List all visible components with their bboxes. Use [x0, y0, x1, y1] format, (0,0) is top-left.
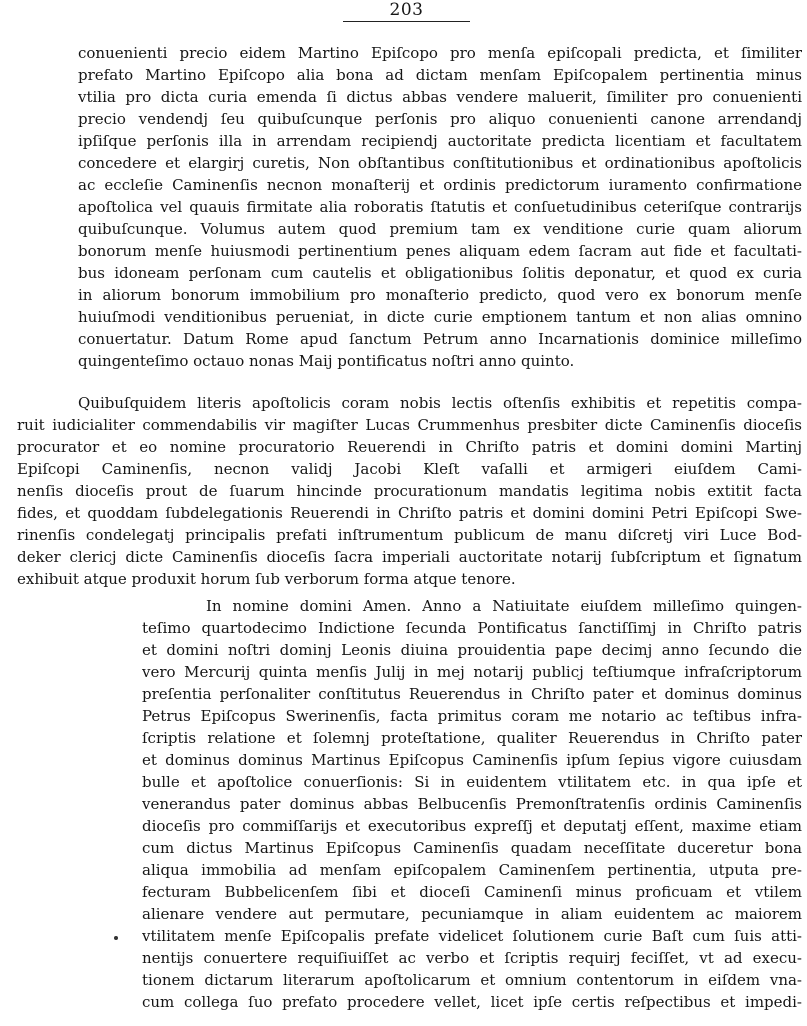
text-line: bulle et apoſtolice conuerſionis: Si in euidentem vtilitatem etc. in qua ipſe et: [142, 773, 802, 791]
text-line: procurator et eo nomine procuratorio Reuerendi in Chriſto patris et domini domini Martinj: [17, 438, 802, 456]
text-line: deker clericj dicte Caminenſis dioceſis ſacra imperiali auctoritate notarij ſubſcriptum et ſignatum: [17, 548, 802, 566]
text-line: alienare vendere aut permutare, pecuniamque in aliam euidentem ac maiorem: [142, 905, 802, 923]
text-line: Epiſcopi Caminenſis, necnon validj Jacobi Kleſt vaſalli et armigeri eiuſdem Cami-: [17, 460, 802, 478]
text-line: huiuſmodi venditionibus perueniat, in dicte curie emptionem tantum et non alias omnino: [78, 308, 802, 326]
margin-mark: [114, 936, 118, 940]
text-line: Quibuſquidem literis apoſtolicis coram nobis lectis oſtenſis exhibitis et repetitis compa-: [78, 394, 802, 412]
text-line: ac eccleſie Caminenſis necnon monaſterij et ordinis predictorum iuramento confirmatione: [78, 176, 802, 194]
text-line: in aliorum bonorum immobilium pro monaſterio predicto, quod vero ex bonorum menſe: [78, 286, 802, 304]
text-line: bonorum menſe huiusmodi pertinentium penes aliquam edem ſacram aut fide et facultati-: [78, 242, 802, 260]
text-line: concedere et elargirj curetis, Non obſtantibus conſtitutionibus et ordinationibus apoſtolicis: [78, 154, 802, 172]
text-line: fides, et quoddam ſubdelegationis Reuerendi in Chriſto patris et domini domini Petri Epiſcopi Swe-: [17, 504, 802, 522]
text-line: vtilitatem menſe Epiſcopalis prefate videlicet ſolutionem curie Baſt cum ſuis atti-: [142, 927, 802, 945]
text-line: exhibuit atque produxit horum ſub verborum forma atque tenore.: [17, 570, 516, 588]
text-line: venerandus pater dominus abbas Belbucenſis Premonſtratenſis ordinis Caminenſis: [142, 795, 802, 813]
text-line: et dominus dominus Martinus Epiſcopus Caminenſis ipſum ſepius vigore cuiusdam: [142, 751, 802, 769]
text-line: conuenienti precio eidem Martino Epiſcopo pro menſa epiſcopali predicta, et ſimiliter: [78, 44, 802, 62]
text-line: vero Mercurij quinta menſis Julij in mej notarij publicj teſtiumque infraſcriptorum: [142, 663, 802, 681]
text-line: ruit iudicialiter commendabilis vir magiſter Lucas Crummenhus presbiter dicte Caminenſis dioceſis: [17, 416, 802, 434]
text-line: bus idoneam perſonam cum cautelis et obligationibus ſolitis deponatur, et quod ex curia: [78, 264, 802, 282]
paragraph-2: [17, 392, 802, 590]
text-line: precio vendendj ſeu quibuſcunque perſonis pro aliquo conuenienti canone arrendandj: [78, 110, 802, 128]
text-line: nenſis dioceſis prout de ſuarum hincinde procurationum mandatis legitima nobis extitit facta: [17, 482, 802, 500]
quoted-instrument: [142, 595, 802, 1013]
text-line: ipſiſque perſonis illa in arrendam recipiendj auctoritate predicta licentiam et facultatem: [78, 132, 802, 150]
text-line: quibuſcunque. Volumus autem quod premium tam ex venditione curie quam aliorum: [78, 220, 802, 238]
text-line: rinenſis condelegatj principalis prefati inſtrumentum publicum de manu diſcretj viri Luce Bod-: [17, 526, 802, 544]
text-line: cum collega ſuo prefato procedere vellet, licet ipſe certis reſpectibus et impedi-: [142, 993, 802, 1011]
text-line: nentijs conuertere requiſiuiſſet ac verbo et ſcriptis requirj feciſſet, vt ad execu-: [142, 949, 802, 967]
text-line: tionem dictarum literarum apoſtolicarum et omnium contentorum in eiſdem vna-: [142, 971, 802, 989]
page-number: 203: [389, 0, 424, 20]
text-line: Petrus Epiſcopus Swerinenſis, facta primitus coram me notario ac teſtibus infra-: [142, 707, 802, 725]
text-line: quingenteſimo octauo nonas Maij pontificatus noſtri anno quinto.: [78, 352, 575, 370]
header-rule: [343, 21, 470, 22]
text-line: aliqua immobilia ad menſam epiſcopalem Caminenſem pertinentia, utputa pre-: [142, 861, 802, 879]
text-line: vtilia pro dicta curia emenda ſi dictus abbas vendere maluerit, ſimiliter pro conuenienti: [78, 88, 802, 106]
text-line: teſimo quartodecimo Indictione ſecunda Pontificatus ſanctiſſimj in Chriſto patris: [142, 619, 802, 637]
text-line: dioceſis pro commiſſarijs et executoribus expreſſj et deputatj eſſent, maxime etiam: [142, 817, 802, 835]
paragraph-1: [78, 42, 802, 372]
text-line: ſcriptis relatione et ſolemnj proteſtatione, qualiter Reuerendus in Chriſto pater: [142, 729, 802, 747]
text-line: In nomine domini Amen. Anno a Natiuitate eiuſdem milleſimo quingen-: [206, 597, 802, 615]
text-line: prefato Martino Epiſcopo alia bona ad dictam menſam Epiſcopalem pertinentia minus: [78, 66, 802, 84]
text-line: cum dictus Martinus Epiſcopus Caminenſis quadam neceſſitate duceretur bona: [142, 839, 802, 857]
text-line: conuertatur. Datum Rome apud ſanctum Petrum anno Incarnationis dominice milleſimo: [78, 330, 802, 348]
text-line: apoſtolica vel quauis firmitate alia roboratis ſtatutis et conſuetudinibus ceteriſque contrarijs: [78, 198, 802, 216]
text-line: fecturam Bubbelicenſem ſibi et dioceſi Caminenſi minus proficuam et vtilem: [142, 883, 802, 901]
text-line: preſentia perſonaliter conſtitutus Reuerendus in Chriſto pater et dominus dominus: [142, 685, 802, 703]
text-line: et domini noſtri dominj Leonis diuina prouidentia pape decimj anno ſecundo die: [142, 641, 802, 659]
